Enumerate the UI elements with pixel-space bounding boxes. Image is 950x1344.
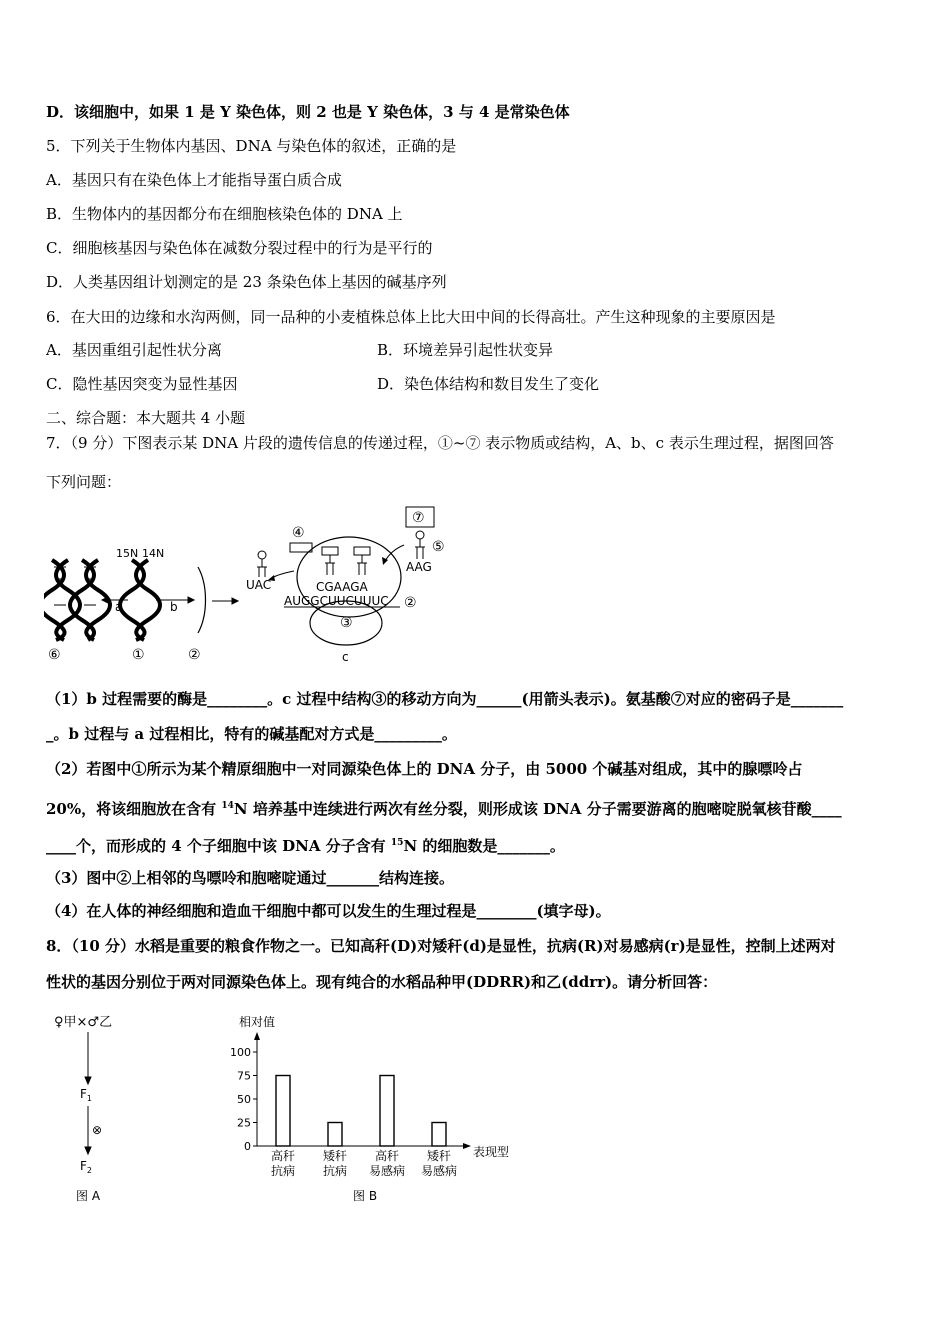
- f2-label: $F_2$: [80, 1159, 92, 1175]
- q6-option-c: C．隐性基因突变为显性基因: [46, 375, 238, 393]
- q6-option-a: A．基因重组引起性状分离: [46, 341, 222, 359]
- num-1: ①: [132, 647, 145, 663]
- category-label: 易感病: [368, 1164, 406, 1178]
- q6-option-d: D．染色体结构和数目发生了变化: [377, 375, 600, 393]
- selfing-symbol: ⊗: [92, 1123, 103, 1137]
- f1-label: $F_1$: [80, 1087, 92, 1103]
- q8-figure-a: [50, 1010, 170, 1210]
- x-axis-arrow: [463, 1143, 471, 1149]
- y-tick-label: 50: [237, 1093, 251, 1106]
- num-7: ⑦: [412, 510, 425, 526]
- q5-option-b: B．生物体内的基因都分布在细胞核染色体的 DNA 上: [46, 205, 403, 223]
- q7-dna-figure: [44, 505, 464, 665]
- dna-helix-6: [44, 560, 110, 640]
- category-label: 矮秆: [322, 1149, 348, 1163]
- leaving-trna: [257, 551, 267, 577]
- label-c: c: [342, 650, 349, 664]
- q7-part2-line2-a: 20%，将该细胞放在含有: [46, 800, 222, 818]
- q7-part2-line1: （2）若图中①所示为某个精原细胞中一对同源染色体上的 DNA 分子，由 5000 个碱基对组成，其中的腺嘌呤占: [46, 760, 803, 778]
- q5-option-d: D．人类基因组计划测定的是 23 条染色体上基因的碱基序列: [46, 273, 447, 291]
- y-tick-label: 25: [237, 1116, 251, 1130]
- y-tick-label: 75: [237, 1069, 251, 1083]
- superscript-14: 14: [221, 801, 234, 811]
- trna-anticodons: CGAAGA: [316, 580, 368, 594]
- bar-4: [432, 1123, 446, 1147]
- arrow-to-f2: [85, 1106, 91, 1154]
- q7-part2-line3: [46, 832, 565, 857]
- category-label: 矮秆: [426, 1149, 452, 1163]
- q7-part2-line2: [46, 795, 842, 820]
- q7-part2-line3-b: N 的细胞数是_______。: [403, 837, 565, 855]
- chart-ylabel: 相对值: [239, 1015, 276, 1029]
- label-a: a: [115, 600, 123, 614]
- q5-stem: 5．下列关于生物体内基因、DNA 与染色体的叙述，正确的是: [46, 137, 457, 155]
- q7-part2-line3-a: ____个，而形成的 4 个子细胞中该 DNA 分子含有: [46, 837, 391, 855]
- num-3: ③: [340, 615, 353, 631]
- figure-b-caption: 图 B: [353, 1189, 378, 1203]
- section-2-heading: 二、综合题：本大题共 4 小题: [46, 409, 246, 427]
- cross-label: ♀甲×♂乙: [54, 1015, 113, 1030]
- y-axis-arrow: [254, 1032, 260, 1040]
- incoming-trna: [415, 531, 425, 559]
- mrna-strand: [198, 567, 206, 633]
- q6-stem: 6．在大田的边缘和水沟两侧，同一品种的小麦植株总体上比大田中间的长得高壮。产生这种现象的主要原因是: [46, 308, 776, 326]
- y-tick-label: 0: [244, 1140, 251, 1153]
- category-label: 高秆: [270, 1149, 296, 1163]
- bar-3: [380, 1076, 394, 1147]
- trna-in-ribosome: [322, 547, 370, 575]
- q5-option-c: C．细胞核基因与染色体在减数分裂过程中的行为是平行的: [46, 239, 433, 257]
- arrow-to-f1: [85, 1032, 91, 1084]
- category-label: 抗病: [270, 1164, 296, 1178]
- q7-part1-line2: _。b 过程与 a 过程相比，特有的碱基配对方式是_________。: [46, 725, 457, 743]
- num-4: ④: [292, 525, 305, 541]
- anticodon-uac: UAC: [246, 578, 272, 592]
- q4-option-d: D．该细胞中，如果 1 是 Y 染色体，则 2 也是 Y 染色体，3 与 4 是常染色体: [46, 103, 570, 121]
- arrow-to-ribosome: [212, 598, 238, 604]
- q7-part2-line2-b: N 培养基中连续进行两次有丝分裂，则形成该 DNA 分子需要游离的胞嘧啶脱氧核苷酸____: [233, 800, 842, 818]
- y-tick-label: 100: [230, 1046, 251, 1059]
- bar-1: [276, 1076, 290, 1147]
- q8-figure-b-chart: [225, 1010, 525, 1210]
- q7-part3: （3）图中②上相邻的鸟嘌呤和胞嘧啶通过_______结构连接。: [46, 869, 454, 887]
- q6-option-b: B．环境差异引起性状变异: [377, 341, 554, 359]
- num-2: ②: [188, 647, 201, 663]
- q7-stem-line1: 7．（9 分）下图表示某 DNA 片段的遗传信息的传递过程，①~⑦ 表示物质或结构，A、b、c 表示生理过程，据图回答: [46, 434, 834, 452]
- anticodon-aag: AAG: [406, 560, 432, 574]
- q8-stem-line2: 性状的基因分别位于两对同源染色体上。现有纯合的水稻品种甲(DDRR)和乙(ddrr)。请分析回答：: [46, 973, 718, 991]
- figure-a-caption: 图 A: [76, 1189, 101, 1203]
- q5-option-a: A．基因只有在染色体上才能指导蛋白质合成: [46, 171, 342, 189]
- q7-part4: （4）在人体的神经细胞和造血干细胞中都可以发生的生理过程是________(填字母)。: [46, 902, 611, 920]
- num-6: ⑥: [48, 647, 61, 663]
- polypeptide-block: [290, 543, 312, 552]
- category-label: 高秆: [374, 1149, 400, 1163]
- num-5: ⑤: [432, 539, 445, 555]
- label-14n: 14N: [142, 547, 165, 560]
- q7-part1-line1: （1）b 过程需要的酶是________。c 过程中结构③的移动方向为______(用箭头表示)。氨基酸⑦对应的密码子是_______: [46, 690, 844, 708]
- num-2b: ②: [404, 595, 417, 611]
- chart-xlabel: 表现型: [473, 1145, 510, 1159]
- label-b: b: [170, 600, 178, 614]
- category-label: 抗病: [322, 1164, 348, 1178]
- q7-stem-line2: 下列问题：: [46, 473, 122, 491]
- q8-stem-line1: 8．（10 分）水稻是重要的粮食作物之一。已知高秆(D)对矮秆(d)是显性，抗病(R)对易感病(r)是显性，控制上述两对: [46, 937, 836, 955]
- mrna-sequence: AUGGCUUCUUUC: [284, 594, 389, 608]
- label-15n: 15N: [116, 547, 139, 560]
- superscript-15: 15: [390, 838, 404, 848]
- bar-2: [328, 1123, 342, 1147]
- category-label: 易感病: [420, 1164, 458, 1178]
